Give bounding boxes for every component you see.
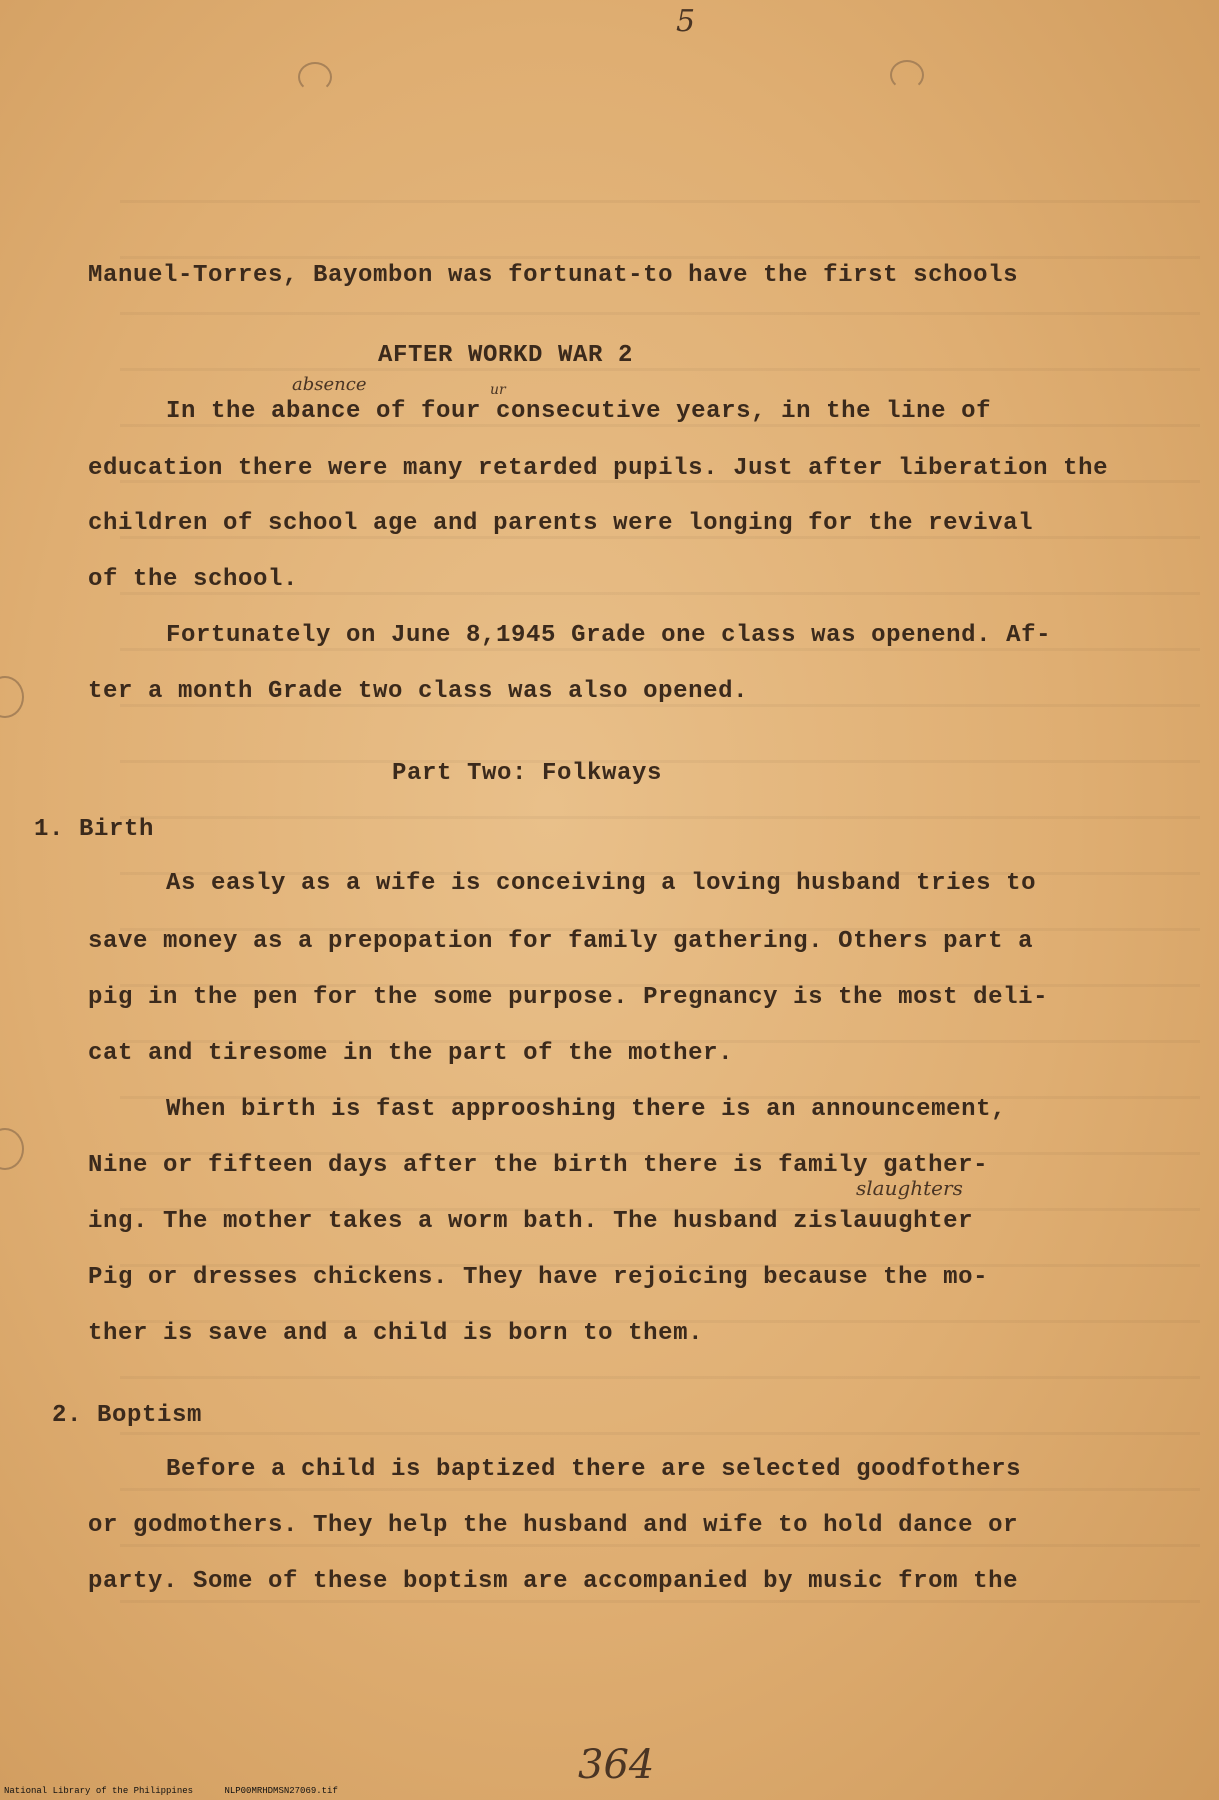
text-line-17: ing. The mother takes a worm bath. The husband zislauughter (88, 1208, 974, 1235)
text-line-1: Manuel-Torres, Bayombon was fortunat-to have the first schools (88, 262, 1019, 289)
punch-hole-top-right (890, 60, 924, 90)
text-line-4: education there were many retarded pupils. Just after liberation the (88, 455, 1109, 482)
footer-library: National Library of the Philippines (4, 1786, 194, 1796)
page-number-top: 5 (676, 4, 696, 39)
text-line-8: ter a month Grade two class was also opened. (88, 678, 749, 705)
text-line-18: Pig or dresses chickens. They have rejoicing because the mo- (88, 1264, 989, 1291)
text-line-11: As easly as a wife is conceiving a loving husband tries to (166, 870, 1037, 897)
text-line-23: party. Some of these boptism are accompanied by music from the (88, 1568, 1019, 1595)
text-line-14: cat and tiresome in the part of the mother. (88, 1040, 734, 1067)
punch-hole-side-lower (0, 1128, 24, 1170)
text-line-3: In the abance of four consecutive years, in the line of (166, 398, 992, 425)
section-heading-folkways: Part Two: Folkways (392, 760, 663, 787)
subheading-birth: 1. Birth (34, 816, 155, 843)
handwritten-slaughters: slaughters (856, 1176, 963, 1200)
handwritten-page-number: 364 (578, 1742, 655, 1788)
text-line-5: children of school age and parents were longing for the revival (88, 510, 1034, 537)
footer-file-id: NLP00MRHDMSN27069.tif (224, 1786, 338, 1796)
text-line-6: of the school. (88, 566, 299, 593)
text-line-19: ther is save and a child is born to them. (88, 1320, 704, 1347)
text-line-12: save money as a prepopation for family gathering. Others part a (88, 928, 1034, 955)
punch-hole-side-upper (0, 676, 24, 718)
text-line-21: Before a child is baptized there are selected goodfothers (166, 1456, 1022, 1483)
text-line-7: Fortunately on June 8,1945 Grade one class was openend. Af- (166, 622, 1052, 649)
handwritten-absence: absence (292, 374, 367, 395)
text-line-22: or godmothers. They help the husband and wife to hold dance or (88, 1512, 1019, 1539)
text-line-13: pig in the pen for the some purpose. Pregnancy is the most deli- (88, 984, 1049, 1011)
subheading-baptism: 2. Boptism (52, 1402, 203, 1429)
text-line-15: When birth is fast approoshing there is an announcement, (166, 1096, 1007, 1123)
section-heading-after-war: AFTER WORKD WAR 2 (378, 342, 634, 369)
handwritten-ur: ur (490, 382, 506, 398)
footer (4, 1786, 364, 1796)
punch-hole-top-left (298, 62, 332, 92)
text-line-16: Nine or fifteen days after the birth there is family gather- (88, 1152, 989, 1179)
